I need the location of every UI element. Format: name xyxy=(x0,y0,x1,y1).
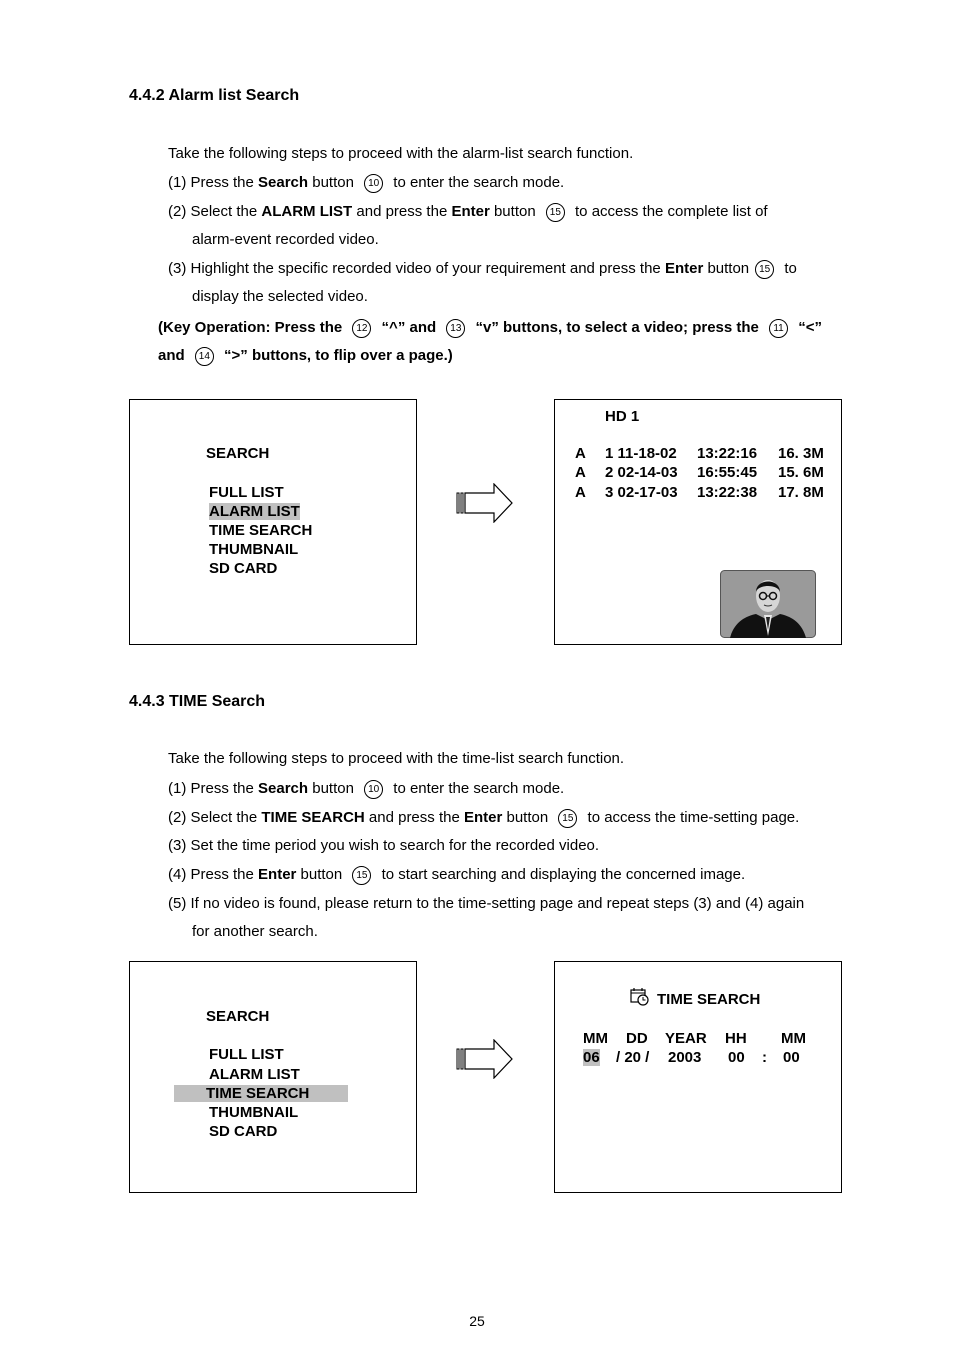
time-separator: : xyxy=(762,1049,767,1066)
search-menu-screen xyxy=(129,399,417,645)
label-minute: MM xyxy=(781,1030,806,1047)
section-heading-time: 4.4.3 TIME Search xyxy=(129,693,266,710)
menu-item-alarm-list[interactable]: ALARM LIST xyxy=(209,1066,300,1083)
menu-item-thumbnail[interactable]: THUMBNAIL xyxy=(209,541,299,558)
time-step-2: (2) Select the TIME SEARCH and press the Enter button 15 to access the time-setting page. xyxy=(168,809,800,826)
time-step-3: (3) Set the time period you wish to search for the recorded video. xyxy=(168,837,600,854)
alarm-step-2: (2) Select the ALARM LIST and press the Enter button 15 to access the complete list of xyxy=(168,203,768,220)
key-operation-line-1: (Key Operation: Press the 12 “^” and 13 “v” buttons, to select a video; press the 11 “<” xyxy=(158,319,822,336)
time-search-screen xyxy=(554,961,842,1193)
year-field[interactable]: 2003 xyxy=(668,1049,702,1066)
day-field[interactable]: / 20 / xyxy=(616,1049,650,1066)
menu-item-full-list[interactable]: FULL LIST xyxy=(209,484,284,501)
alarm-list-row[interactable]: A 2 02-14-03 16:55:45 15. 6M xyxy=(575,464,824,481)
alarm-step-2-cont: alarm-event recorded video. xyxy=(192,231,379,248)
button-number-badge: 14 xyxy=(195,347,214,366)
search-menu-screen-2 xyxy=(129,961,417,1193)
time-search-title: TIME SEARCH xyxy=(657,991,761,1008)
time-step-1: (1) Press the Search button 10 to enter the search mode. xyxy=(168,780,565,797)
menu-item-full-list[interactable]: FULL LIST xyxy=(209,1046,284,1063)
clock-calendar-icon xyxy=(630,987,650,1007)
button-number-badge: 11 xyxy=(769,319,788,338)
time-step-4: (4) Press the Enter button 15 to start searching and displaying the concerned image. xyxy=(168,866,746,883)
hour-field[interactable]: 00 xyxy=(728,1049,745,1066)
right-arrow-icon xyxy=(456,483,514,523)
menu-item-time-search[interactable]: TIME SEARCH xyxy=(209,522,313,539)
page-number: 25 xyxy=(469,1313,485,1329)
menu-item-time-search-selected[interactable]: TIME SEARCH xyxy=(174,1085,348,1102)
label-hour: HH xyxy=(725,1030,747,1047)
search-menu-title: SEARCH xyxy=(206,445,270,462)
alarm-list-title: HD 1 xyxy=(605,408,640,425)
alarm-list-screen xyxy=(554,399,842,645)
button-number-badge: 15 xyxy=(558,809,577,828)
menu-item-thumbnail[interactable]: THUMBNAIL xyxy=(209,1104,299,1121)
video-preview-thumbnail xyxy=(720,570,816,638)
alarm-list-row[interactable]: A 1 11-18-02 13:22:16 16. 3M xyxy=(575,445,824,462)
search-menu-title: SEARCH xyxy=(206,1008,270,1025)
button-number-badge: 15 xyxy=(546,203,565,222)
time-intro: Take the following steps to proceed with the time-list search function. xyxy=(168,750,625,767)
button-number-badge: 10 xyxy=(364,174,383,193)
alarm-step-3: (3) Highlight the specific recorded video of your requirement and press the Enter button 15 to xyxy=(168,260,797,277)
button-number-badge: 13 xyxy=(446,319,465,338)
minute-field[interactable]: 00 xyxy=(783,1049,800,1066)
button-number-badge: 15 xyxy=(352,866,371,885)
time-step-5-cont: for another search. xyxy=(192,923,318,940)
label-day: DD xyxy=(626,1030,648,1047)
button-number-badge: 12 xyxy=(352,319,371,338)
alarm-intro: Take the following steps to proceed with the alarm-list search function. xyxy=(168,145,634,162)
button-number-badge: 10 xyxy=(364,780,383,799)
section-heading-alarm: 4.4.2 Alarm list Search xyxy=(129,87,300,104)
label-month: MM xyxy=(583,1030,608,1047)
alarm-step-3-cont: display the selected video. xyxy=(192,288,368,305)
alarm-step-1: (1) Press the Search button 10 to enter the search mode. xyxy=(168,174,565,191)
menu-item-sd-card[interactable]: SD CARD xyxy=(209,1123,278,1140)
key-operation-line-2: and 14 “>” buttons, to flip over a page.) xyxy=(158,347,453,364)
label-year: YEAR xyxy=(665,1030,707,1047)
time-step-5: (5) If no video is found, please return to the time-setting page and repeat steps (3) and (4) again xyxy=(168,895,805,912)
month-field-selected[interactable]: 06 xyxy=(583,1049,600,1066)
menu-item-sd-card[interactable]: SD CARD xyxy=(209,560,278,577)
alarm-list-row[interactable]: A 3 02-17-03 13:22:38 17. 8M xyxy=(575,484,824,501)
button-number-badge: 15 xyxy=(755,260,774,279)
menu-item-alarm-list-selected[interactable]: ALARM LIST xyxy=(209,503,300,520)
right-arrow-icon xyxy=(456,1039,514,1079)
